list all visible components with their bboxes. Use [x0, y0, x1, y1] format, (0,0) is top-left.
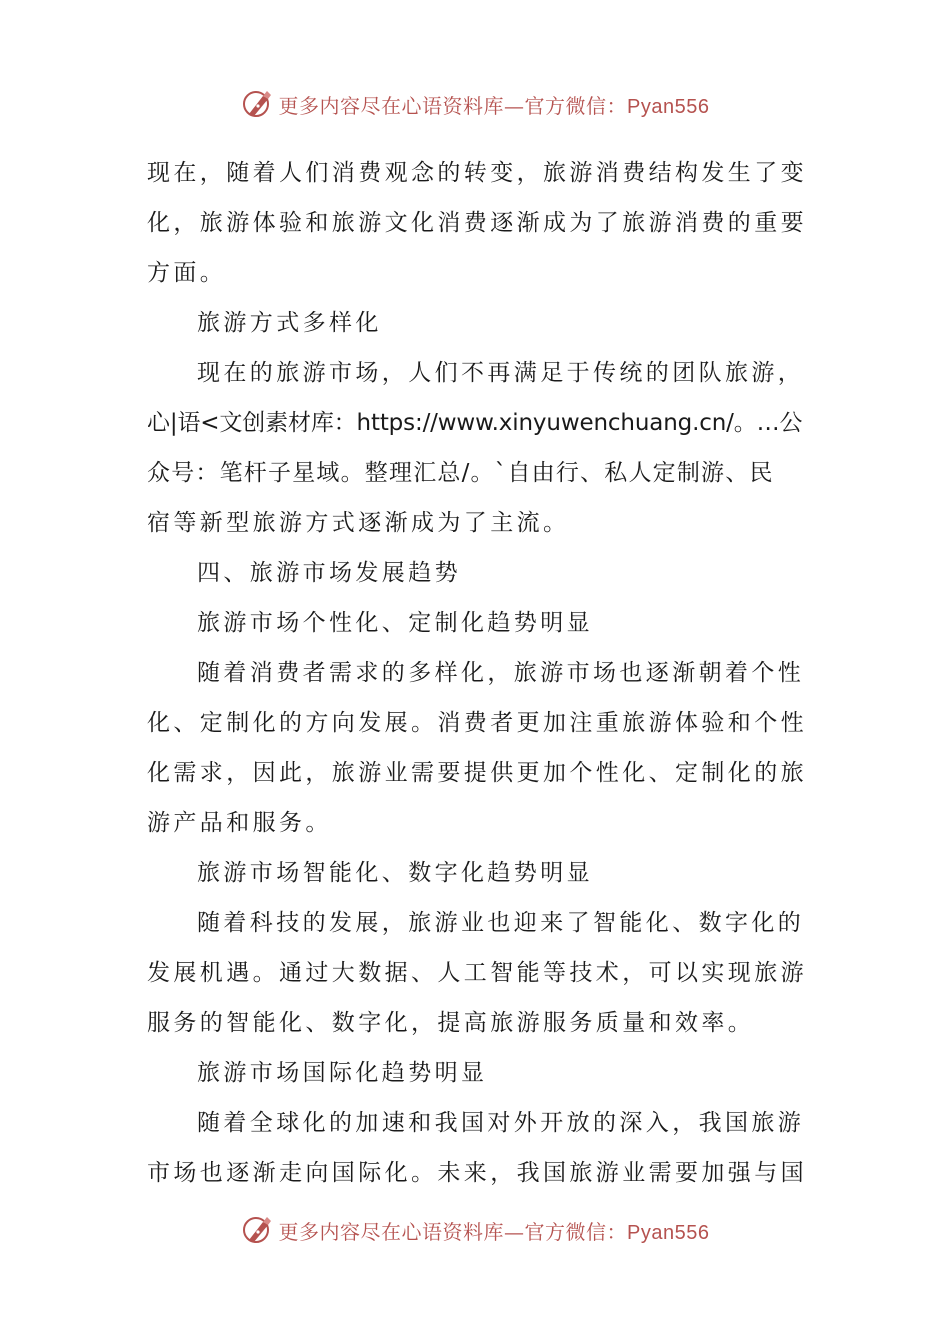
section-heading: 旅游市场智能化、数字化趋势明显: [197, 860, 593, 886]
paragraph-line: 化需求，因此，旅游业需要提供更加个性化、定制化的旅: [147, 760, 807, 786]
section-heading: 旅游市场国际化趋势明显: [197, 1060, 488, 1086]
paragraph-line: 市场也逐渐走向国际化。未来，我国旅游业需要加强与国: [147, 1160, 807, 1186]
paragraph-line: 随着全球化的加速和我国对外开放的深入，我国旅游: [197, 1110, 805, 1136]
paragraph-line: 随着消费者需求的多样化，旅游市场也逐渐朝着个性: [197, 660, 805, 686]
paragraph-line: 服务的智能化、数字化，提高旅游服务质量和效率。: [147, 1010, 755, 1036]
section-heading: 旅游市场个性化、定制化趋势明显: [197, 610, 593, 636]
paragraph-line: 化，旅游体验和旅游文化消费逐渐成为了旅游消费的重要: [147, 210, 807, 236]
banner-text: 更多内容尽在心语资料库—官方微信：Pyan556: [278, 1219, 710, 1244]
pen-nib-logo-icon: [241, 87, 275, 121]
paragraph-line: 众号：笔杆子星域。整理汇总/。`自由行、私人定制游、民: [147, 460, 774, 486]
paragraph-line: 心|语<文创素材库：https://www.xinyuwenchuang.cn/。…公: [147, 410, 803, 436]
footer-watermark-banner: [0, 1210, 950, 1250]
section-heading: 旅游方式多样化: [197, 310, 382, 336]
banner-text: 更多内容尽在心语资料库—官方微信：Pyan556: [278, 93, 710, 118]
paragraph-line: 游产品和服务。: [147, 810, 332, 836]
header-watermark-banner: [0, 84, 950, 124]
paragraph-line: 现在，随着人们消费观念的转变，旅游消费结构发生了变: [147, 160, 807, 186]
paragraph-line: 现在的旅游市场，人们不再满足于传统的团队旅游，: [197, 360, 805, 386]
paragraph-line: 化、定制化的方向发展。消费者更加注重旅游体验和个性: [147, 710, 807, 736]
section-heading: 四、旅游市场发展趋势: [197, 560, 461, 586]
paragraph-line: 发展机遇。通过大数据、人工智能等技术，可以实现旅游: [147, 960, 807, 986]
paragraph-line: 宿等新型旅游方式逐渐成为了主流。: [147, 510, 570, 536]
document-body: [147, 148, 807, 1198]
paragraph-line: 随着科技的发展，旅游业也迎来了智能化、数字化的: [197, 910, 805, 936]
pen-nib-logo-icon: [241, 1213, 275, 1247]
paragraph-line: 方面。: [147, 260, 227, 286]
